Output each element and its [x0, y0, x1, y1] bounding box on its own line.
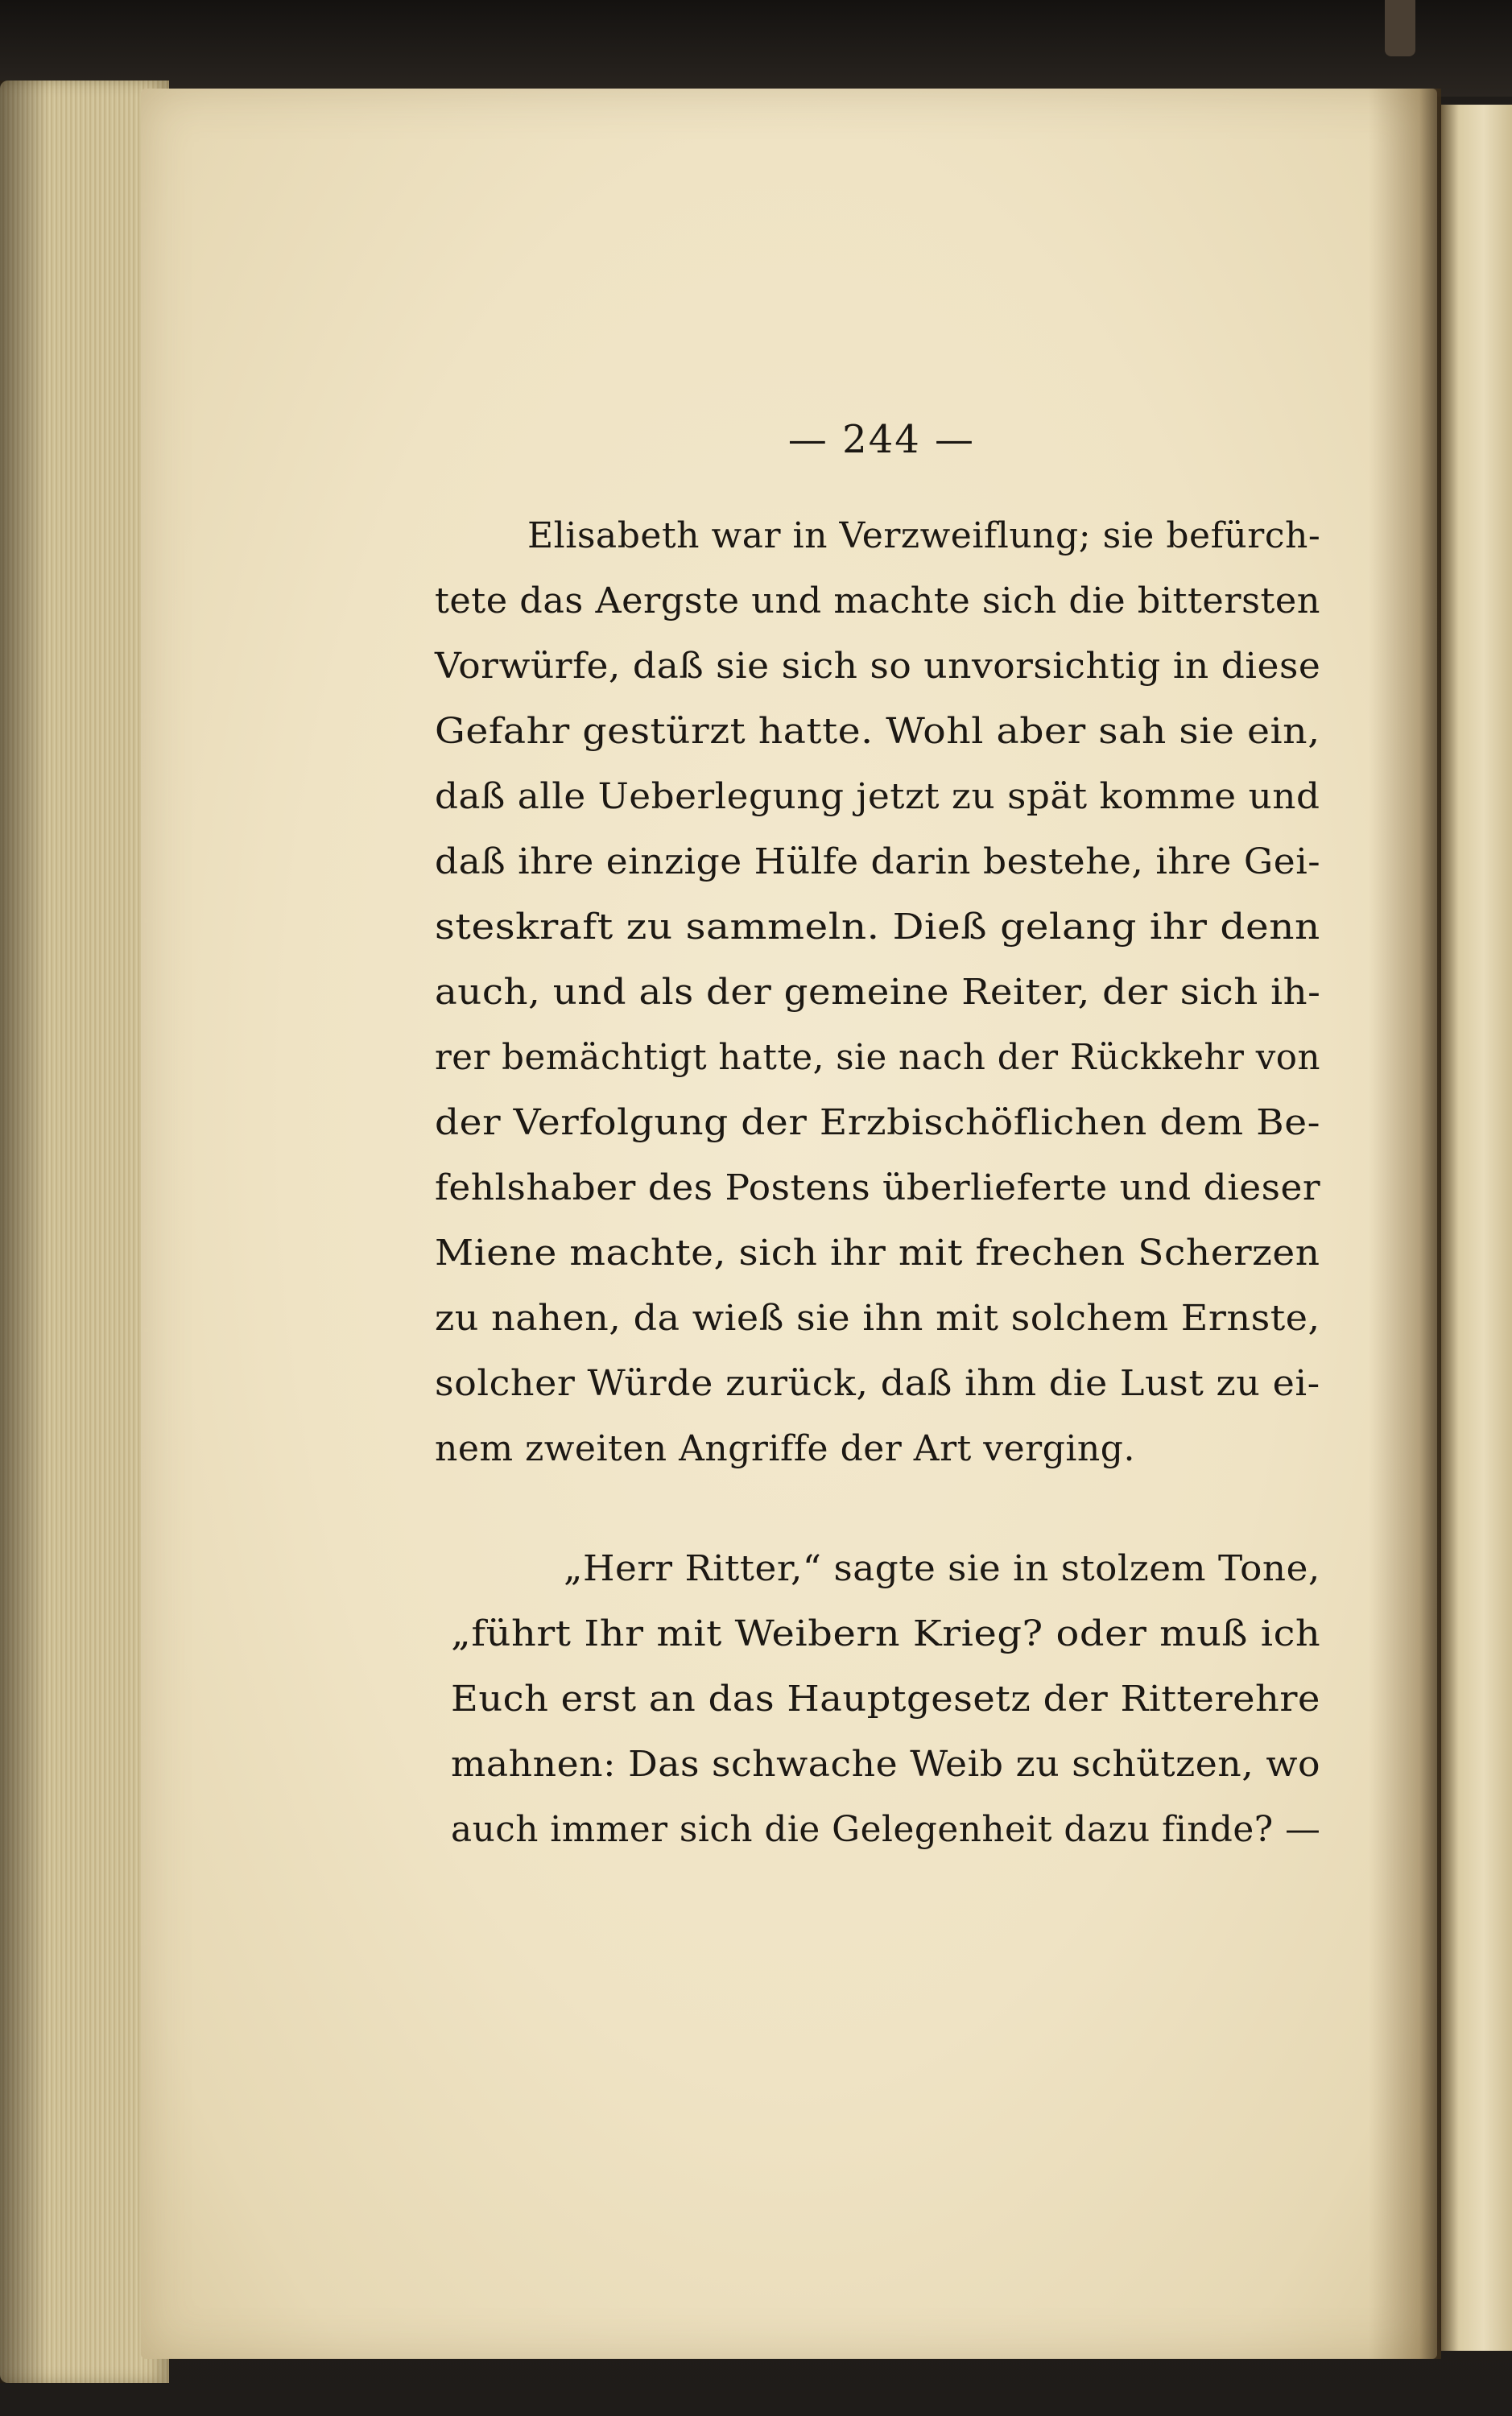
page-number: — 244 — [787, 417, 976, 462]
text-line: „führt Ihr mit Weibern Krieg? oder muß ich [451, 1613, 1321, 1654]
book-cover-edge [0, 0, 1512, 97]
page-stack-shadow [0, 81, 48, 2383]
text-line: Miene machte, sich ihr mit frechen Scherzen [435, 1233, 1320, 1274]
text-line: rer bemächtigt hatte, sie nach der Rückkehr von [435, 1037, 1320, 1078]
bookmark-ribbon [1385, 0, 1415, 56]
text-line: tete das Aergste und machte sich die bittersten [435, 580, 1320, 622]
text-line: nem zweiten Angriffe der Art verging. [435, 1428, 1135, 1469]
text-line: Vorwürfe, daß sie sich so unvorsichtig in diese [435, 646, 1321, 687]
facing-page-edge [1441, 105, 1512, 2351]
text-line: daß ihre einzige Hülfe darin bestehe, ihre Gei- [435, 841, 1321, 882]
text-line: Elisabeth war in Verzweiflung; sie befürch- [527, 515, 1321, 556]
text-line: „Herr Ritter,“ sagte sie in stolzem Tone, [564, 1548, 1320, 1589]
text-line: zu nahen, da wieß sie ihn mit solchem Ernste, [435, 1298, 1320, 1339]
text-line: mahnen: Das schwache Weib zu schützen, wo [451, 1744, 1321, 1785]
text-line: der Verfolgung der Erzbischöflichen dem Be- [435, 1102, 1321, 1143]
text-line: auch, und als der gemeine Reiter, der sich ih- [435, 972, 1321, 1013]
text-line: Euch erst an das Hauptgesetz der Ritterehre [451, 1679, 1320, 1720]
text-line: daß alle Ueberlegung jetzt zu spät komme und [435, 776, 1320, 817]
text-line: solcher Würde zurück, daß ihm die Lust zu ei- [435, 1363, 1320, 1404]
text-line: steskraft zu sammeln. Dieß gelang ihr denn [435, 907, 1320, 948]
text-line: auch immer sich die Gelegenheit dazu finde? — [451, 1809, 1321, 1850]
text-line: Gefahr gestürzt hatte. Wohl aber sah sie ein, [435, 711, 1320, 752]
text-line: fehlshaber des Postens überlieferte und dieser [435, 1167, 1321, 1208]
binding-gutter-shadow [1369, 89, 1441, 2359]
